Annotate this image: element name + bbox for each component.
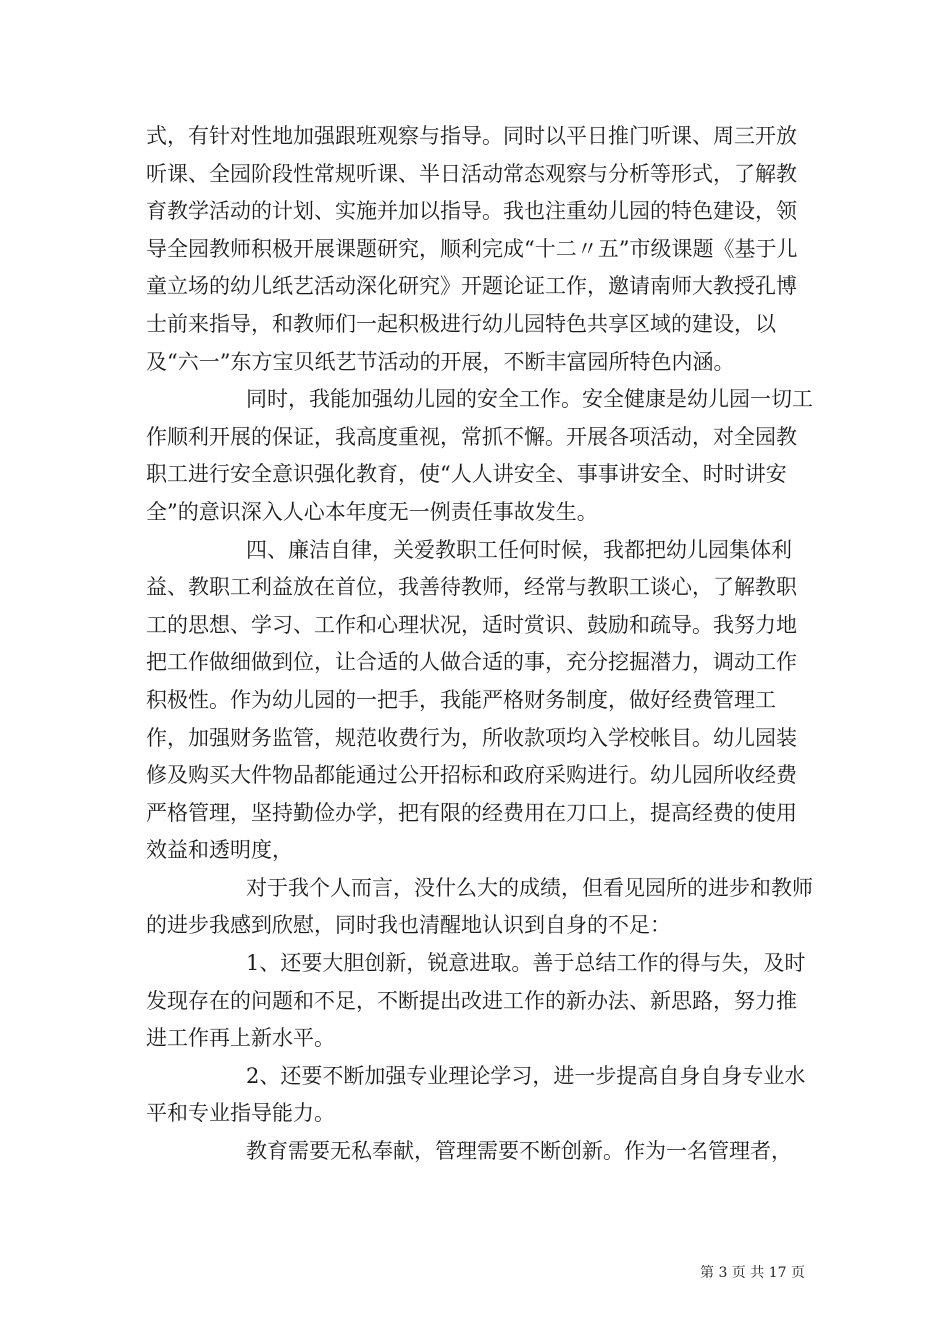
paragraph-3: 四、廉洁自律，关爱教职工任何时候，我都把幼儿园集体利益、教职工利益放在首位，我善待教师，经常与教职工谈心，了解教职工的思想、学习、工作和心理状况，适时赏识、鼓励和疏导。我努力地把工作做细做到位，让合适的人做合适的事，充分挖掘潜力，调动工作积极性。作为幼儿园的一把手，我能严格财务制度，做好经费管理工作，加强财务监管，规范收费行为，所收款项均入学校帐目。幼儿园装修及购买大件物品都能通过公开招标和政府采购进行。幼儿园所收经费严格管理，坚持勤俭办学，把有限的经费用在刀口上，提高经费的使用效益和透明度， xyxy=(146,537,797,863)
paragraph-4: 对于我个人而言，没什么大的成绩，但看见园所的进步和教师的进步我感到欣慰，同时我也清醒地认识到自身的不足： xyxy=(146,875,813,938)
document-body xyxy=(146,118,816,1171)
paragraph-7: 教育需要无私奉献，管理需要不断创新。作为一名管理者， xyxy=(246,1139,792,1164)
paragraph-5: 1、还要大胆创新，锐意进取。善于总结工作的得与失，及时发现存在的问题和不足，不断提出改进工作的新办法、新思路，努力推进工作再上新水平。 xyxy=(146,951,806,1051)
page-number-footer: 第 3 页 共 17 页 xyxy=(700,1265,805,1281)
paragraph-1: 式，有针对性地加强跟班观察与指导。同时以平日推门听课、周三开放听课、全园阶段性常规听课、半日活动常态观察与分析等形式，了解教育教学活动的计划、实施并加以指导。我也注重幼儿园的特色建设，领导全园教师积极开展课题研究，顺利完成“十二〃五”市级课题《基于儿童立场的幼儿纸艺活动深化研究》开题论证工作，邀请南师大教授孔博士前来指导，和教师们一起积极进行幼儿园特色共享区域的建设，以及“六一”东方宝贝纸艺节活动的开展，不断丰富园所特色内涵。 xyxy=(146,124,798,374)
paragraph-6: 2、还要不断加强专业理论学习，进一步提高自身自身专业水平和专业指导能力。 xyxy=(146,1063,806,1126)
paragraph-2: 同时，我能加强幼儿园的安全工作。安全健康是幼儿园一切工作顺利开展的保证，我高度重视，常抓不懈。开展各项活动，对全园教职工进行安全意识强化教育，使“人人讲安全、事事讲安全、时时讲安全”的意识深入人心本年度无一例责任事故发生。 xyxy=(146,387,813,524)
